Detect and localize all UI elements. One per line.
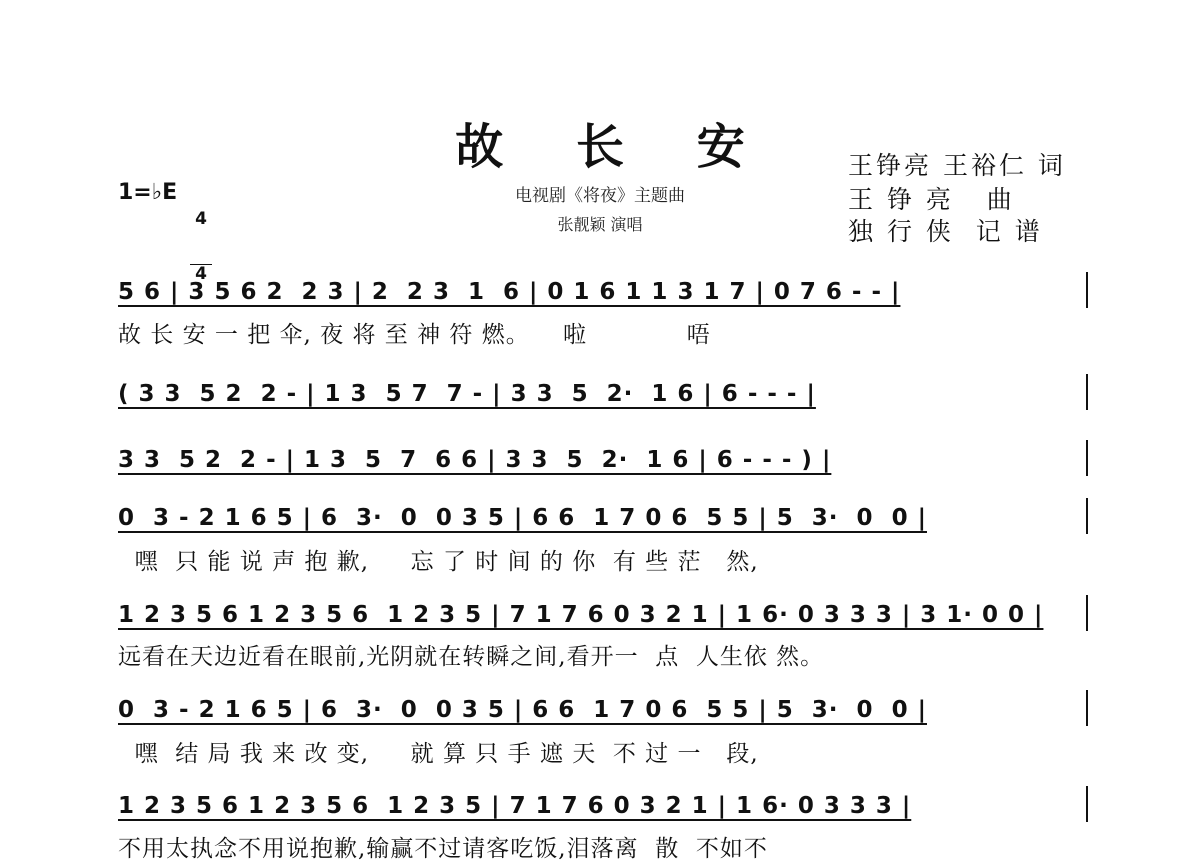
lyrics-line-5: 远看在天边近看在眼前,光阴就在转瞬之间,看开一 点 人生依 然。	[118, 644, 825, 670]
lyrics-line-4: 嘿 只 能 说 声 抱 歉, 忘 了 时 间 的 你 有 些 茫 然,	[118, 549, 759, 575]
final-barline-5	[1086, 595, 1088, 631]
time-signature-bottom: 4	[190, 264, 212, 283]
final-barline-3	[1086, 440, 1088, 476]
score-line-1: 5 6 | 3 5 6 2 2 3 | 2 2 3 1 6 | 0 1 6 1 1 3 1 7 | 0 7 6 - - |	[118, 279, 901, 305]
lyrics-line-1: 故 长 安 一 把 伞, 夜 将 至 神 符 燃。 啦 唔	[118, 322, 711, 348]
score-line-5: 1 2 3 5 6 1 2 3 5 6 1 2 3 5 | 7 1 7 6 0 3 2 1 | 1 6· 0 3 3 3 | 3 1· 0 0 |	[118, 602, 1044, 628]
final-barline-2	[1086, 374, 1088, 410]
composer-credit: 王 铮 亮 曲	[848, 185, 1015, 214]
transcriber-credit: 独 行 侠 记 谱	[848, 217, 1043, 246]
lyricist-credit: 王铮亮 王裕仁 词	[848, 151, 1066, 180]
lyrics-line-6: 嘿 结 局 我 来 改 变, 就 算 只 手 遮 天 不 过 一 段,	[118, 741, 759, 767]
singer-credit: 张靓颖 演唱	[557, 215, 643, 234]
time-signature-top: 4	[195, 209, 207, 229]
score-line-3: 3 3 5 2 2 - | 1 3 5 7 6 6 | 3 3 5 2· 1 6 | 6 - - - ) |	[118, 447, 832, 473]
score-line-4: 0 3 - 2 1 6 5 | 6 3· 0 0 3 5 | 6 6 1 7 0 6 5 5 | 5 3· 0 0 |	[118, 505, 927, 531]
key-signature: 1=♭E	[118, 180, 178, 205]
final-barline-4	[1086, 498, 1088, 534]
final-barline-1	[1086, 272, 1088, 308]
final-barline-6	[1086, 690, 1088, 726]
score-line-2: ( 3 3 5 2 2 - | 1 3 5 7 7 - | 3 3 5 2· 1 6 | 6 - - - |	[118, 381, 816, 407]
score-line-6: 0 3 - 2 1 6 5 | 6 3· 0 0 3 5 | 6 6 1 7 0 6 5 5 | 5 3· 0 0 |	[118, 697, 927, 723]
lyrics-line-7: 不用太执念不用说抱歉,输赢不过请客吃饭,泪落离 散 不如不	[118, 836, 768, 862]
final-barline-7	[1086, 786, 1088, 822]
song-title: 故 长 安	[455, 119, 773, 175]
score-line-7: 1 2 3 5 6 1 2 3 5 6 1 2 3 5 | 7 1 7 6 0 3 2 1 | 1 6· 0 3 3 3 |	[118, 793, 912, 819]
subtitle: 电视剧《将夜》主题曲	[515, 186, 685, 206]
